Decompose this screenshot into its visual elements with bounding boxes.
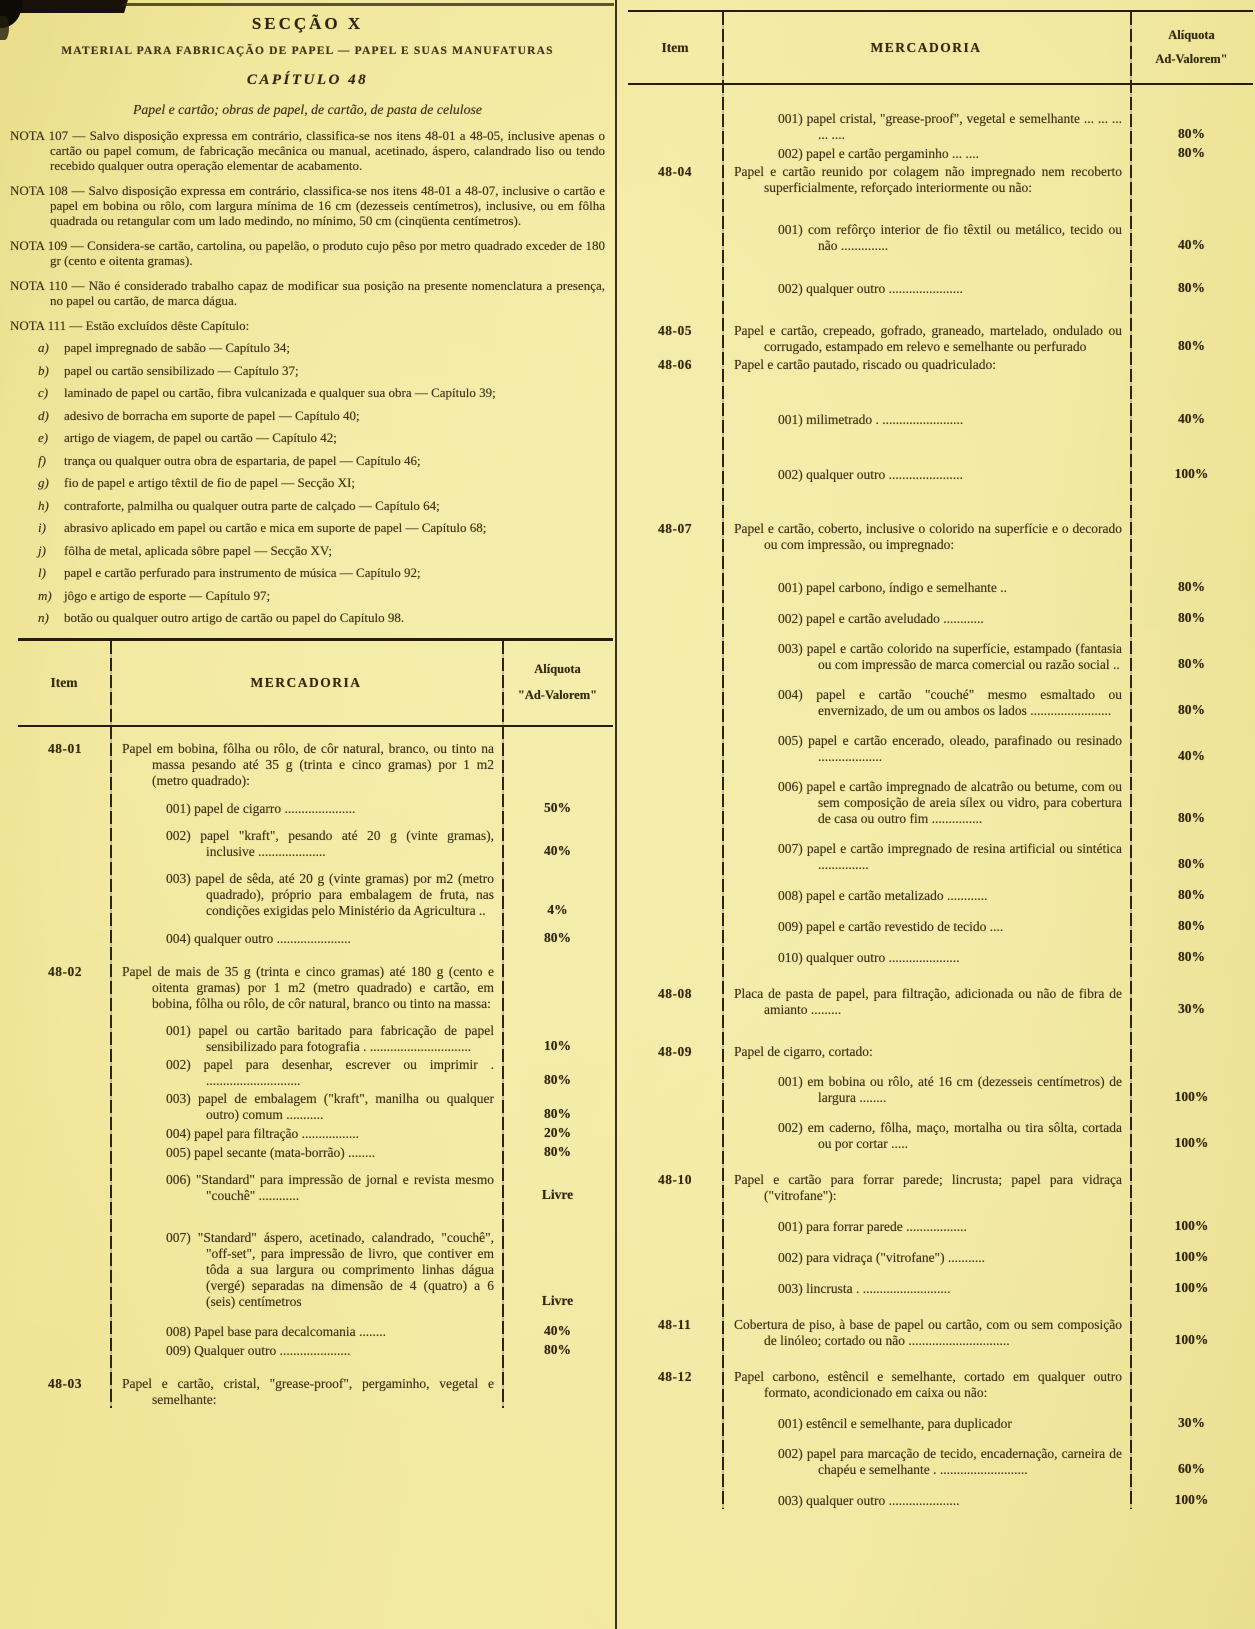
row-aliquota-value: 80%	[1178, 887, 1205, 902]
row-description: 003) papel de sêda, até 20 g (vinte gramas) por m2 (metro quadrado), próprio para embalagem de fruta, nas condições exigidas pelo Ministério da Agricultura ..	[166, 870, 494, 918]
row-aliquota-value: 10%	[544, 1037, 571, 1053]
row-item-code: 48-02	[48, 963, 82, 979]
row-aliquota-value: 80%	[1178, 610, 1205, 625]
exclusion-text: papel ou cartão sensibilizado — Capítulo 37;	[64, 362, 299, 378]
aliquota-label: Alíquota	[534, 661, 581, 676]
row-aliquota-value: 60%	[1178, 1461, 1205, 1476]
column-header-aliquota	[502, 641, 613, 725]
exclusion-text: fio de papel e artigo têxtil de fio de papel — Secção XI;	[64, 475, 355, 490]
row-description: 001) papel de cigarro .....................	[166, 800, 356, 816]
row-description: 001) para forrar parede ..................	[778, 1219, 967, 1234]
exclusion-text: abrasivo aplicado em papel ou cartão e mica em suporte de papel — Capítulo 68;	[64, 520, 487, 535]
chapter-title: CAPÍTULO 48	[246, 72, 369, 88]
exclusion-letter: d)	[38, 407, 49, 423]
row-description: 007) papel e cartão impregnado de resina artificial ou sintética ...............	[778, 841, 1122, 872]
row-aliquota-value: 80%	[1178, 579, 1205, 594]
row-aliquota-value: 100%	[1174, 1135, 1209, 1150]
row-aliquota-value: 80%	[544, 1105, 571, 1121]
row-aliquota-value: 80%	[1178, 810, 1205, 825]
exclusion-letter: g)	[38, 475, 49, 490]
row-description: Cobertura de piso, à base de papel ou cartão, com ou sem composição de linóleo; cortado ou não ..............................	[734, 1317, 1122, 1348]
row-item-code: 48-12	[658, 1369, 692, 1384]
advalorem-label: "Ad-Valorem"	[517, 688, 598, 703]
exclusion-item	[10, 544, 605, 559]
exclusion-letter: h)	[38, 497, 49, 513]
table-divider	[110, 641, 112, 1408]
exclusion-item	[10, 499, 605, 514]
row-description: Papel e cartão para forrar parede; lincrusta; papel para vidraça ("vitrofane"):	[734, 1172, 1122, 1203]
row-item-code: 48-01	[48, 740, 82, 756]
tariff-row	[18, 1172, 613, 1204]
row-aliquota-value: Livre	[541, 1292, 574, 1308]
row-description: 004) papel e cartão "couché" mesmo esmaltado ou envernizado, de um ou ambos os lados ........................	[778, 687, 1122, 718]
row-item-code: 48-06	[658, 357, 692, 372]
row-description: 007) "Standard" áspero, acetinado, calandrado, "couchê", "off-set", para impressão de livro, que contiver em tôda a sua largura ou comprimento linhas dágua (vergé) separadas na dimensão de 4 (quatro) a 6 (seis) centímetros	[166, 1229, 494, 1309]
tariff-row	[18, 1144, 613, 1161]
row-aliquota-value: 80%	[544, 929, 571, 945]
exclusion-letter: n)	[38, 610, 49, 625]
tariff-row	[18, 871, 613, 919]
table-header	[18, 641, 613, 727]
section-subtitle: MATERIAL PARA FABRICAÇÃO DE PAPEL — PAPEL E SUAS MANUFATURAS	[61, 45, 554, 57]
row-description: Papel e cartão reunido por colagem não impregnado nem recoberto superficialmente, reforçado interiormente ou não:	[734, 164, 1122, 195]
table-divider	[502, 641, 504, 1408]
tariff-row	[18, 1091, 613, 1123]
exclusion-text: trança ou qualquer outra obra de espartaria, de papel — Capítulo 46;	[64, 452, 421, 468]
row-item-code: 48-03	[48, 1375, 82, 1391]
exclusion-letter: m)	[38, 587, 52, 603]
exclusion-text: contraforte, palmilha ou qualquer outra parte de calçado — Capítulo 64;	[64, 497, 440, 513]
row-description: 002) papel para desenhar, escrever ou imprimir . ............................	[166, 1056, 494, 1088]
exclusion-item	[10, 521, 605, 536]
row-aliquota-value: 80%	[1178, 145, 1205, 160]
row-aliquota-value: 100%	[1174, 1332, 1209, 1347]
chapter-note: NOTA 107 — Salvo disposição expressa em contrário, classifica-se nos itens 48-01 a 48-05, inclusive apenas o cartão ou papel comum, de fabricação mecânica ou manual, acetinado, áspero, calandrado liso ou tendo recebido qualquer outra operação elementar de acabamento.	[10, 128, 605, 173]
row-description: 001) estêncil e semelhante, para duplicador	[778, 1416, 1012, 1431]
row-item-code: 48-04	[658, 164, 692, 179]
row-description: 004) papel para filtração .................	[166, 1125, 360, 1141]
row-aliquota-value: 80%	[1178, 338, 1205, 353]
exclusion-letter: a)	[38, 340, 49, 355]
column-header-item: Item	[661, 39, 689, 55]
column-header-aliquota	[1130, 12, 1253, 83]
row-aliquota-value	[1130, 195, 1253, 196]
row-aliquota-value: 40%	[1178, 237, 1205, 252]
row-description: 005) papel e cartão encerado, oleado, parafinado ou resinado ...................	[778, 733, 1122, 764]
row-description: 002) papel e cartão aveludado ............	[778, 611, 984, 626]
exclusion-list	[10, 341, 605, 626]
row-description: 008) papel e cartão metalizado ............	[778, 888, 988, 903]
exclusion-letter: j)	[38, 542, 46, 558]
row-description: 001) papel cristal, "grease-proof", vegetal e semelhante ... ... ... ... ....	[778, 111, 1122, 142]
row-aliquota-value: 100%	[1174, 1089, 1209, 1104]
row-description: 006) papel e cartão impregnado de alcatrão ou betume, com ou sem composição de areia sílex ou vidro, para cobertura de casa ou outro fim ...............	[778, 779, 1122, 826]
chapter-note: NOTA 111 — Estão excluídos dêste Capítulo:	[10, 318, 250, 333]
tariff-table-left	[18, 638, 613, 1408]
row-aliquota-value: 80%	[544, 1071, 571, 1087]
tariff-row	[18, 930, 613, 947]
row-aliquota-value: 40%	[544, 842, 571, 858]
exclusion-item	[10, 611, 605, 626]
exclusion-letter: c)	[38, 385, 49, 400]
row-description: 001) milimetrado . ........................	[778, 412, 964, 427]
row-description: 009) papel e cartão revestido de tecido ....	[778, 919, 1004, 934]
row-aliquota-value	[1130, 1400, 1253, 1401]
row-aliquota-value: 4%	[547, 901, 568, 917]
row-aliquota-value: 80%	[1178, 949, 1205, 964]
row-item-code: 48-08	[658, 986, 692, 1001]
row-aliquota-value	[502, 1407, 613, 1408]
tariff-row	[18, 1342, 613, 1359]
exclusion-item	[10, 566, 605, 581]
row-description: 006) "Standard" para impressão de jornal e revista mesmo "couchê" ............	[166, 1171, 494, 1203]
row-description: 001) papel ou cartão baritado para fabricação de papel sensibilizado para fotografia . ..............................	[166, 1022, 494, 1054]
row-aliquota-value: 80%	[1178, 126, 1205, 141]
row-description: 002) em caderno, fôlha, maço, mortalha ou tira sôlta, cortada ou por cortar .....	[778, 1120, 1122, 1151]
row-description: 003) lincrusta . ..........................	[778, 1281, 951, 1296]
row-description: Papel e cartão, crepeado, gofrado, graneado, martelado, ondulado ou corrugado, estampado em relevo e semelhante ou perfurado	[734, 323, 1122, 354]
row-description: 010) qualquer outro .....................	[778, 950, 960, 965]
row-aliquota-value: 40%	[544, 1322, 571, 1338]
chapter-notes	[10, 128, 605, 333]
row-aliquota-value	[1130, 552, 1253, 553]
tariff-row	[18, 1057, 613, 1089]
exclusion-item	[10, 431, 605, 446]
exclusion-text: papel impregnado de sabão — Capítulo 34;	[64, 340, 291, 355]
row-description: 001) com refôrço interior de fio têxtil ou metálico, tecido ou não ..............	[778, 222, 1122, 253]
row-aliquota-value: 40%	[1178, 748, 1205, 763]
row-item-code: 48-07	[658, 521, 692, 536]
row-aliquota-value: 100%	[1174, 466, 1209, 481]
row-aliquota-value: 80%	[544, 1341, 571, 1357]
row-aliquota-value: 100%	[1174, 1280, 1209, 1295]
column-header-mercadoria: MERCADORIA	[250, 674, 362, 690]
row-description: 002) papel para marcação de tecido, encadernação, carneira de chapéu e semelhante . ..........................	[778, 1446, 1122, 1477]
row-description: Papel e cartão, cristal, "grease-proof", pergaminho, vegetal e semelhante:	[122, 1375, 494, 1407]
exclusion-letter: i)	[38, 520, 46, 535]
row-aliquota-value: Livre	[541, 1186, 574, 1202]
exclusion-letter: b)	[38, 362, 49, 378]
exclusion-text: adesivo de borracha em suporte de papel — Capítulo 40;	[64, 407, 360, 423]
row-aliquota-value	[1130, 372, 1253, 373]
row-aliquota-value: 100%	[1174, 1492, 1209, 1507]
row-aliquota-value	[502, 1011, 613, 1012]
exclusion-item	[10, 341, 605, 356]
row-item-code: 48-10	[658, 1172, 692, 1187]
row-aliquota-value: 30%	[1178, 1001, 1205, 1016]
row-description: 009) Qualquer outro .....................	[166, 1342, 351, 1358]
exclusion-item	[10, 409, 605, 424]
table-divider	[722, 12, 724, 1509]
tariff-row	[18, 1323, 613, 1340]
exclusion-item	[10, 364, 605, 379]
row-aliquota-value: 100%	[1174, 1218, 1209, 1233]
exclusion-text: jôgo e artigo de esporte — Capítulo 97;	[64, 587, 271, 603]
row-aliquota-value: 100%	[1174, 1249, 1209, 1264]
row-item-code: 48-05	[658, 323, 692, 338]
exclusion-item	[10, 589, 605, 604]
exclusion-text: botão ou qualquer outro artigo de cartão ou papel do Capítulo 98.	[64, 610, 405, 625]
row-description: 002) para vidraça ("vitrofane") ...........	[778, 1250, 986, 1265]
tariff-row	[18, 800, 613, 817]
exclusion-text: laminado de papel ou cartão, fibra vulcanizada e qualquer sua obra — Capítulo 39;	[64, 385, 496, 400]
tariff-row	[18, 964, 613, 1012]
row-description: 005) papel secante (mata-borrão) ........	[166, 1144, 376, 1160]
column-header-item: Item	[50, 674, 78, 690]
row-description: Papel e cartão, coberto, inclusive o colorido na superfície e o decorado ou com impressão, ou impregnado:	[734, 521, 1122, 552]
left-column	[0, 0, 617, 1408]
row-aliquota-value: 80%	[1178, 702, 1205, 717]
aliquota-label: Alíquota	[1168, 28, 1215, 43]
tariff-row	[18, 1125, 613, 1142]
table-body	[18, 741, 613, 1408]
advalorem-label: Ad-Valorem"	[1155, 51, 1228, 66]
column-header-mercadoria: MERCADORIA	[870, 39, 982, 55]
row-aliquota-value: 80%	[1178, 918, 1205, 933]
row-aliquota-value: 80%	[1178, 280, 1205, 295]
row-aliquota-value: 80%	[1178, 856, 1205, 871]
exclusion-item	[10, 454, 605, 469]
row-description: 004) qualquer outro ......................	[166, 930, 351, 946]
chapter-note: NOTA 108 — Salvo disposição expressa em contrário, classifica-se nos itens 48-01 a 48-07, inclusive o cartão e papel em bobina ou rôlo, com largura mínima de 16 cm (dezesseis centímetros), inclusive, ou em fôlha quadrada ou retangular com um lado medindo, no mínimo, 50 cm (cinqüenta centímetros).	[10, 183, 605, 228]
row-description: Papel de cigarro, cortado:	[734, 1044, 873, 1059]
row-description: Papel de mais de 35 g (trinta e cinco gramas) até 180 g (cento e oitenta gramas) por 1 m2 (metro quadrado) e cartão, em bobina, fôlha ou rôlo, de côr natural, branco ou tinto na massa:	[122, 963, 494, 1011]
exclusion-letter: e)	[38, 430, 49, 445]
row-description: Papel carbono, estêncil e semelhante, cortado em qualquer outro formato, acondicionado em caixa ou não:	[734, 1369, 1122, 1400]
row-aliquota-value	[502, 788, 613, 789]
row-item-code: 48-11	[658, 1317, 692, 1332]
right-column	[617, 0, 1255, 1509]
exclusion-text: artigo de viagem, de papel ou cartão — Capítulo 42;	[64, 430, 337, 445]
chapter-note: NOTA 110 — Não é considerado trabalho capaz de modificar sua posição na presente nomenclatura a presença, no papel ou cartão, de marca dágua.	[10, 278, 605, 308]
row-description: 003) papel e cartão colorido na superfície, estampado (fantasia ou com impressão de marca comercial ou razão social ..	[778, 641, 1122, 672]
row-description: 002) papel e cartão pergaminho ... ....	[778, 146, 980, 161]
tariff-row	[18, 1376, 613, 1408]
exclusion-item	[10, 476, 605, 491]
row-description: Papel e cartão pautado, riscado ou quadriculado:	[734, 357, 997, 372]
row-description: 001) em bobina ou rôlo, até 16 cm (dezesseis centímetros) de largura ........	[778, 1074, 1122, 1105]
chapter-description: Papel e cartão; obras de papel, de cartão, de pasta de celulose	[132, 102, 483, 117]
exclusion-letter: f)	[38, 452, 46, 468]
exclusion-item	[10, 386, 605, 401]
row-description: 003) papel de embalagem ("kraft", manilha ou qualquer outro) comum ...........	[166, 1090, 494, 1122]
tariff-row	[18, 741, 613, 789]
tariff-table-right	[628, 10, 1253, 1509]
row-aliquota-value: 50%	[544, 799, 571, 815]
row-aliquota-value: 40%	[1178, 411, 1205, 426]
row-aliquota-value: 20%	[544, 1124, 571, 1140]
row-description: Papel em bobina, fôlha ou rôlo, de côr natural, branco, ou tinto na massa pesando até 35 g (trinta e cinco gramas) por 1 m2 (metro quadrado):	[122, 740, 494, 788]
tariff-row	[18, 1230, 613, 1310]
tariff-row	[18, 1023, 613, 1055]
row-aliquota-value: 30%	[1178, 1415, 1205, 1430]
row-description: 003) qualquer outro .....................	[778, 1493, 960, 1508]
row-description: Placa de pasta de papel, para filtração, adicionada ou não de fibra de amianto .........	[734, 986, 1122, 1017]
row-description: 002) papel "kraft", pesando até 20 g (vinte gramas), inclusive ....................	[166, 827, 494, 859]
row-description: 002) qualquer outro ......................	[778, 281, 963, 296]
table-divider	[1130, 12, 1132, 1509]
exclusion-letter: l)	[38, 565, 46, 580]
section-title: SECÇÃO X	[251, 14, 364, 33]
tariff-row	[18, 828, 613, 860]
chapter-note: NOTA 109 — Considera-se cartão, cartolina, ou papelão, o produto cujo pêso por metro quadrado exceder de 180 gr (cento e oitenta gramas).	[10, 238, 605, 268]
row-description: 002) qualquer outro ......................	[778, 467, 963, 482]
exclusion-text: papel e cartão perfurado para instrumento de música — Capítulo 92;	[64, 565, 421, 580]
row-aliquota-value: 80%	[1178, 656, 1205, 671]
row-aliquota-value: 80%	[544, 1143, 571, 1159]
row-aliquota-value	[1130, 1059, 1253, 1060]
exclusion-text: fôlha de metal, aplicada sôbre papel — Secção XV;	[64, 542, 332, 558]
row-aliquota-value	[1130, 1203, 1253, 1204]
row-description: 001) papel carbono, índigo e semelhante ..	[778, 580, 1008, 595]
row-description: 008) Papel base para decalcomania ........	[166, 1323, 387, 1339]
row-item-code: 48-09	[658, 1044, 692, 1059]
